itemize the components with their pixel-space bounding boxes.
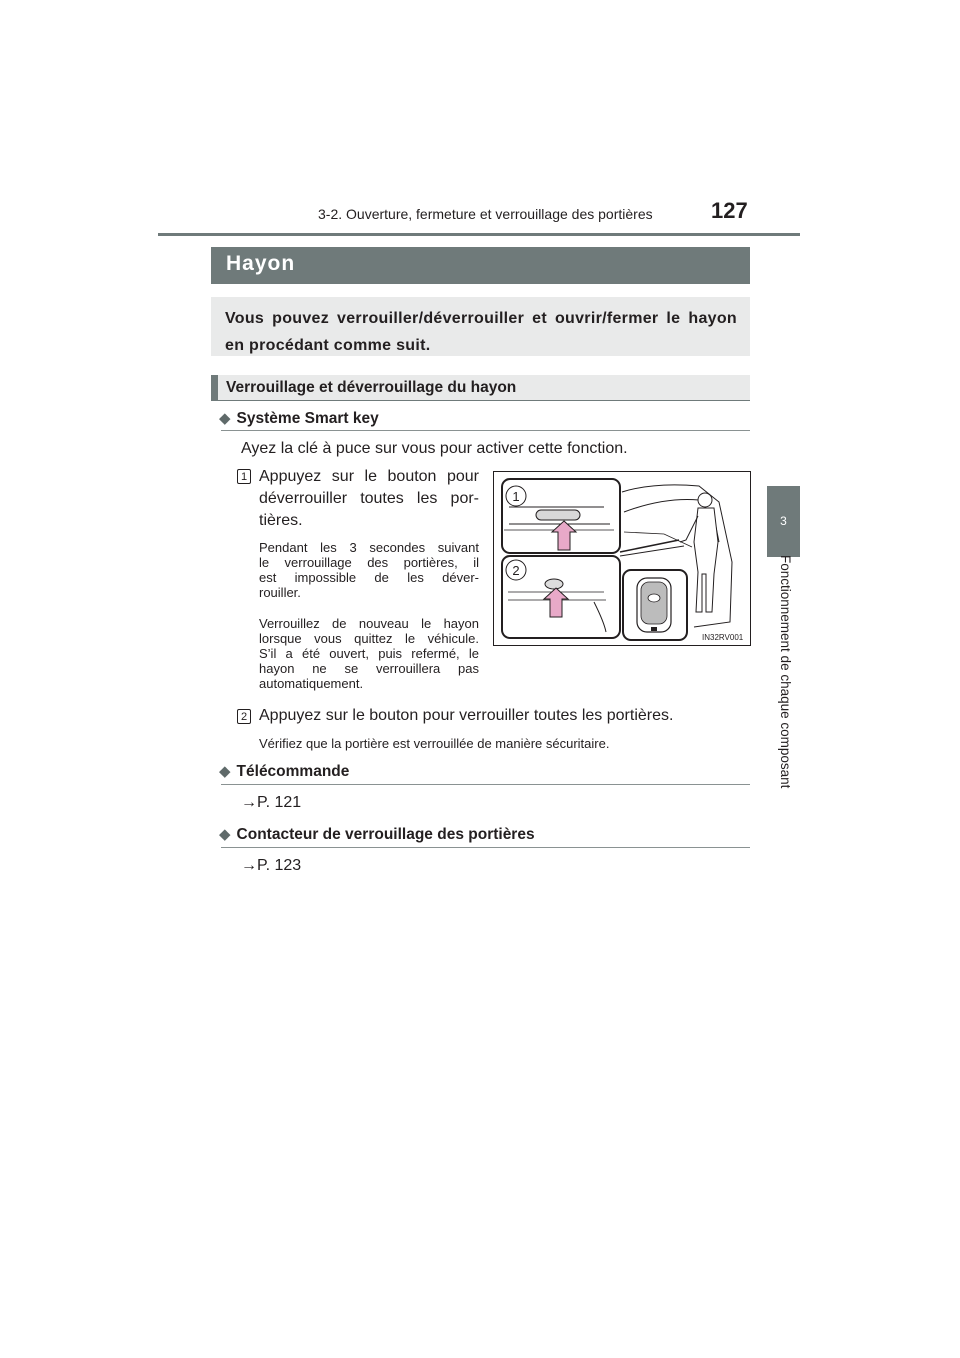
note-line: rouiller. [259, 585, 301, 600]
subsection-rule [211, 400, 750, 401]
header-rule [158, 233, 800, 236]
smart-key-rule [221, 430, 750, 431]
intro-box [211, 297, 750, 356]
note-line: S’il a été ouvert, puis refermé, le [259, 646, 479, 661]
intro-text: Vous pouvez verrouiller/déverrouiller et ouvrir/fermer le hayon en procédant comme suit. [225, 310, 737, 354]
diamond-bullet-icon: ◆ [219, 410, 231, 427]
smart-key-heading [219, 409, 379, 428]
note-line: automatiquement. [259, 676, 364, 691]
door-switch-page-ref[interactable]: →P. 123 [241, 857, 302, 874]
step-1-text [259, 466, 479, 532]
step-1-line: tières. [259, 512, 303, 529]
subsection-accent [211, 375, 218, 401]
tailgate-illustration-drawing [494, 472, 750, 645]
remote-rule [221, 784, 750, 785]
chapter-title-vertical [771, 555, 795, 815]
note-line: Pendant les 3 secondes suivant [259, 540, 479, 555]
step-1-note-1 [259, 540, 479, 600]
door-switch-rule [221, 847, 750, 848]
note-line: lorsque vous quittez le véhicule. [259, 631, 479, 646]
door-switch-heading [219, 825, 535, 844]
subsection-title: Verrouillage et déverrouillage du hayon [226, 379, 517, 396]
door-switch-heading-text: Contacteur de verrouillage des portières [236, 826, 535, 843]
remote-page-ref[interactable]: →P. 121 [241, 794, 302, 811]
smart-key-intro: Ayez la clé à puce sur vous pour activer cette fonction. [241, 440, 628, 457]
step-2-note: Vérifiez que la portière est verrouillée de manière sécuritaire. [259, 736, 610, 751]
chapter-title: Fonctionnement de chaque composant [778, 555, 793, 789]
figure-code: IN32RV001 [702, 633, 744, 642]
diamond-bullet-icon: ◆ [219, 763, 231, 780]
smart-key-heading-text: Système Smart key [236, 410, 379, 427]
diamond-bullet-icon: ◆ [219, 826, 231, 843]
step-2-badge: 2 [237, 709, 251, 724]
step-1-badge: 1 [237, 469, 251, 484]
step-2-text: Appuyez sur le bouton pour verrouiller toutes les portières. [259, 707, 674, 724]
note-line: le verrouillage des portières, il [259, 555, 479, 570]
chapter-tab [767, 486, 800, 556]
note-line: est impossible de les déver- [259, 570, 479, 585]
step-1-note-2 [259, 616, 479, 691]
remote-heading-text: Télécommande [236, 763, 350, 780]
page-title: Hayon [226, 252, 296, 275]
page-number: 127 [711, 198, 748, 223]
step-1-line: déverrouiller toutes les por- [259, 490, 479, 507]
page-title-bar [211, 247, 750, 284]
callout-1: 1 [512, 489, 520, 504]
chapter-number: 3 [780, 514, 787, 528]
remote-heading [219, 762, 349, 781]
note-line: Verrouillez de nouveau le hayon [259, 616, 479, 631]
note-line: hayon ne se verrouillera pas [259, 661, 479, 676]
running-header-section: 3-2. Ouverture, fermeture et verrouillage des portières [318, 206, 653, 222]
subsection-bar [211, 375, 750, 401]
callout-2: 2 [512, 563, 520, 578]
tailgate-illustration [493, 471, 751, 646]
step-1-line: Appuyez sur le bouton pour [259, 468, 479, 485]
